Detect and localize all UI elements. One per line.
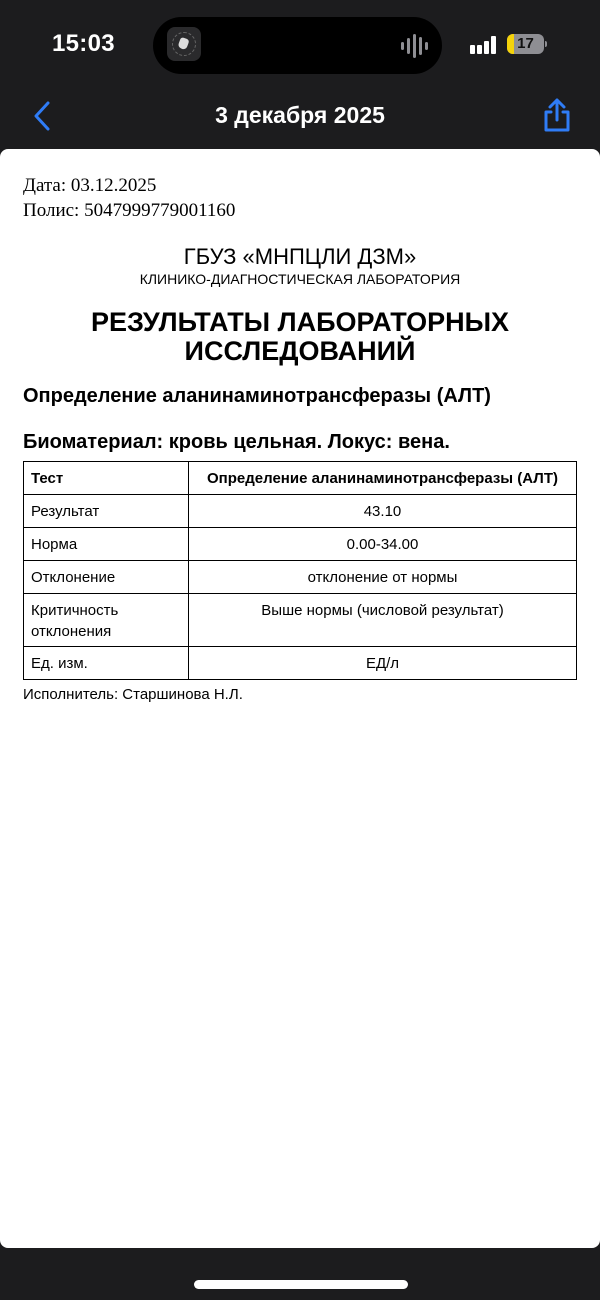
table-row [24, 528, 577, 561]
share-icon [540, 96, 574, 134]
biomaterial-info: Биоматериал: кровь цельная. Локус: вена. [23, 431, 450, 453]
row-value: 43.10 [189, 495, 577, 528]
document-viewer[interactable] [0, 149, 600, 1248]
row-key: Ед. изм. [24, 647, 189, 680]
organization-name: ГБУЗ «МНПЦЛИ ДЗМ» [183, 244, 417, 269]
table-row [24, 561, 577, 594]
row-value: ЕД/л [189, 647, 577, 680]
status-bar [0, 0, 600, 88]
date-line: Дата: 03.12.2025 [23, 175, 157, 196]
battery-level: 17 [517, 35, 534, 52]
live-activity-app-icon [167, 27, 201, 61]
policy-line: Полис: 5047999779001160 [23, 200, 236, 221]
document-title [0, 308, 600, 366]
row-key: Результат [24, 495, 189, 528]
row-value: Выше нормы (числовой результат) [189, 594, 577, 647]
row-key-line2: отклонения [31, 623, 112, 640]
table-row [24, 495, 577, 528]
dynamic-island[interactable] [153, 17, 442, 74]
executor: Исполнитель: Старшинова Н.Л. [23, 686, 243, 703]
table-row [24, 647, 577, 680]
table-header-row [24, 462, 577, 495]
row-value: 0.00-34.00 [189, 528, 577, 561]
header-value: Определение аланинаминотрансферазы (АЛТ) [189, 462, 577, 495]
table-row [24, 594, 577, 647]
header-key: Тест [24, 462, 189, 495]
document-title-line2: ИССЛЕДОВАНИЙ [184, 336, 416, 366]
row-key [24, 594, 189, 647]
navigation-bar [0, 88, 600, 148]
home-indicator[interactable] [194, 1280, 408, 1289]
test-name: Определение аланинаминотрансферазы (АЛТ) [23, 385, 491, 407]
share-button[interactable] [540, 96, 574, 134]
signal-icon [470, 36, 500, 54]
row-key: Отклонение [24, 561, 189, 594]
document-meta [23, 173, 235, 223]
results-table [23, 461, 577, 680]
status-time: 15:03 [52, 30, 115, 57]
waveform-icon [401, 33, 428, 59]
nav-title: 3 декабря 2025 [215, 102, 385, 128]
battery-cap [545, 41, 547, 47]
battery-icon [507, 34, 544, 54]
document-title-line1: РЕЗУЛЬТАТЫ ЛАБОРАТОРНЫХ [90, 307, 510, 337]
row-key-line1: Критичность [31, 602, 119, 619]
row-value: отклонение от нормы [189, 561, 577, 594]
department-name: КЛИНИКО-ДИАГНОСТИЧЕСКАЯ ЛАБОРАТОРИЯ [139, 271, 461, 287]
row-key: Норма [24, 528, 189, 561]
